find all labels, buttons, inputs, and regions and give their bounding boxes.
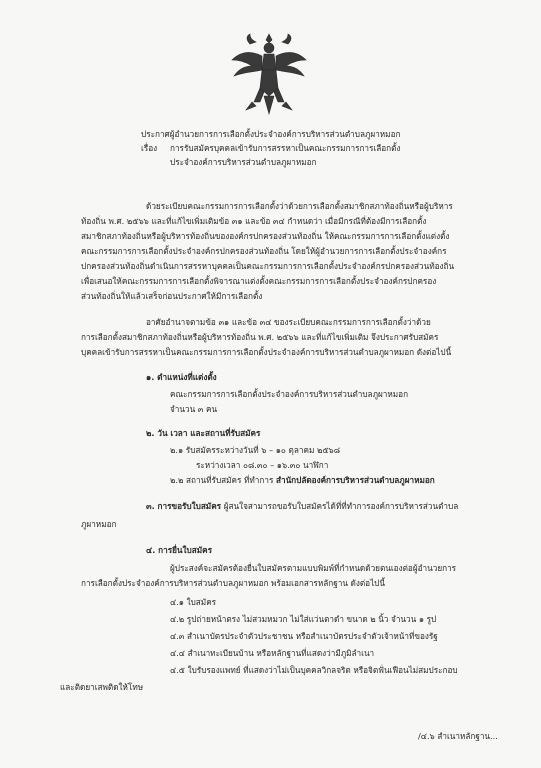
venue-place: สำนักปลัดองค์การบริหารส่วนตำบลภูผาหมอก	[275, 475, 435, 485]
intro-line: ปกครองส่วนท้องถิ่นดำเนินการสรรหาบุคคลเป็นคณะกรรมการการเลือกตั้งประจำองค์กรปกครองส่วนท้องถิ่น	[81, 261, 455, 271]
intro-line: เพื่อเสนอให้คณะกรรมการการเลือกตั้งพิจารณาแต่งตั้งคณะกรรมการการเลือกตั้งประจำองค์กรปกครอง	[81, 276, 437, 286]
authority-line: อาศัยอำนาจตามข้อ ๓๑ และข้อ ๓๔ ของระเบียบคณะกรรมการการเลือกตั้งว่าด้วย	[146, 317, 431, 327]
intro-line: ท้องถิ่น พ.ศ. ๒๕๖๖ และที่แก้ไขเพิ่มเติมข้อ ๓๑ และข้อ ๓๔ กำหนดว่า เมื่อมีกรณีที่ต้องมีการเลือกตั้ง	[81, 216, 427, 226]
section-2-item: ๒.๑ รับสมัครระหว่างวันที่ ๖ – ๑๐ ตุลาคม ๒๕๖๘	[170, 445, 341, 455]
section-2-item: ระหว่างเวลา ๐๘.๓๐ – ๑๖.๓๐ นาฬิกา	[196, 460, 329, 470]
section-4-item: ๔.๓ สำเนาบัตรประจำตัวประชาชน หรือสำเนาบัตรประจำตัวเจ้าหน้าที่ของรัฐ	[170, 631, 438, 641]
section-3-text: ผู้สนใจสามารถขอรับใบสมัครได้ที่ที่ทำการองค์การบริหารส่วนตำบล	[223, 501, 459, 511]
subject-line-2: ประจำองค์การบริหารส่วนตำบลภูผาหมอก	[170, 157, 317, 167]
section-3-heading: ๓. การขอรับใบสมัคร	[146, 501, 222, 511]
announcement-title: ประกาศผู้อำนวยการการเลือกตั้งประจำองค์การบริหารส่วนตำบลภูผาหมอก	[141, 129, 401, 139]
garuda-emblem-icon	[228, 30, 310, 118]
intro-line: ด้วยระเบียบคณะกรรมการการเลือกตั้งว่าด้วยการเลือกตั้งสมาชิกสภาท้องถิ่นหรือผู้บริหาร	[146, 201, 453, 211]
section-4-line: การเลือกตั้งประจำองค์การบริหารส่วนตำบลภูผาหมอก พร้อมเอกสารหลักฐาน ดังต่อไปนี้	[81, 578, 385, 588]
section-4-item-cont: และติดยาเสพติดให้โทษ	[60, 682, 144, 692]
intro-line: สมาชิกสภาท้องถิ่นหรือผู้บริหารท้องถิ่นขององค์กรปกครองส่วนท้องถิ่น ให้คณะกรรมการการเลือกตั้งแต่งตั้ง	[81, 231, 450, 241]
section-1-heading: ๑. ตำแหน่งที่แต่งตั้ง	[146, 372, 217, 382]
section-4-item: ๔.๑ ใบสมัคร	[170, 597, 217, 607]
section-4-item: ๔.๒ รูปถ่ายหน้าตรง ไม่สวมหมวก ไม่ใส่แว่นตาดำ ขนาด ๒ นิ้ว จำนวน ๑ รูป	[170, 614, 437, 624]
authority-line: การเลือกตั้งสมาชิกสภาท้องถิ่นหรือผู้บริหารท้องถิ่น พ.ศ. ๒๕๖๖ และที่แก้ไขเพิ่มเติม จึงประกาศรับสมัคร	[81, 332, 439, 342]
intro-line: คณะกรรมการการเลือกตั้งประจำองค์กรปกครองส่วนท้องถิ่น โดยให้ผู้อำนวยการการเลือกตั้งประจำองค์กร	[81, 246, 447, 256]
section-4-line: ผู้ประสงค์จะสมัครต้องยื่นใบสมัครตามแบบพิมพ์ที่กำหนดด้วยตนเองต่อผู้อำนวยการ	[170, 563, 457, 573]
section-4-item: ๔.๔ สำเนาทะเบียนบ้าน หรือหลักฐานที่แสดงว่ามีภูมิลำเนา	[170, 648, 375, 658]
section-4-heading: ๔. การยื่นใบสมัคร	[146, 545, 212, 555]
section-4-item: ๔.๕ ใบรับรองแพทย์ ที่แสดงว่าไม่เป็นบุคคลวิกลจริต หรือจิตฟั่นเฟือนไม่สมประกอบ	[170, 665, 458, 675]
section-1-line: จำนวน ๓ คน	[170, 404, 218, 414]
section-2-heading: ๒. วัน เวลา และสถานที่รับสมัคร	[146, 428, 261, 438]
subject-label: เรื่อง	[141, 143, 158, 153]
section-3-line	[146, 501, 458, 512]
authority-line: บุคคลเข้ารับการสรรหาเป็นคณะกรรมการการเลือกตั้งประจำองค์การบริหารส่วนตำบลภูผาหมอก ดังต่อไปนี้	[81, 347, 452, 357]
intro-line: ส่วนท้องถิ่นให้แล้วเสร็จก่อนประกาศให้มีการเลือกตั้ง	[81, 291, 263, 301]
section-2-item	[170, 475, 435, 486]
section-1-line: คณะกรรมการการเลือกตั้งประจำองค์การบริหารส่วนตำบลภูผาหมอก	[170, 389, 409, 399]
subject-line-1: การรับสมัครบุคคลเข้ารับการสรรหาเป็นคณะกรรมการการเลือกตั้ง	[170, 143, 401, 153]
section-3-cont: ภูผาหมอก	[81, 519, 117, 529]
continuation-note: /๔.๖ สำเนาหลักฐาน...	[418, 731, 498, 741]
venue-prefix: ๒.๒ สถานที่รับสมัคร ที่ทำการ	[170, 475, 274, 485]
